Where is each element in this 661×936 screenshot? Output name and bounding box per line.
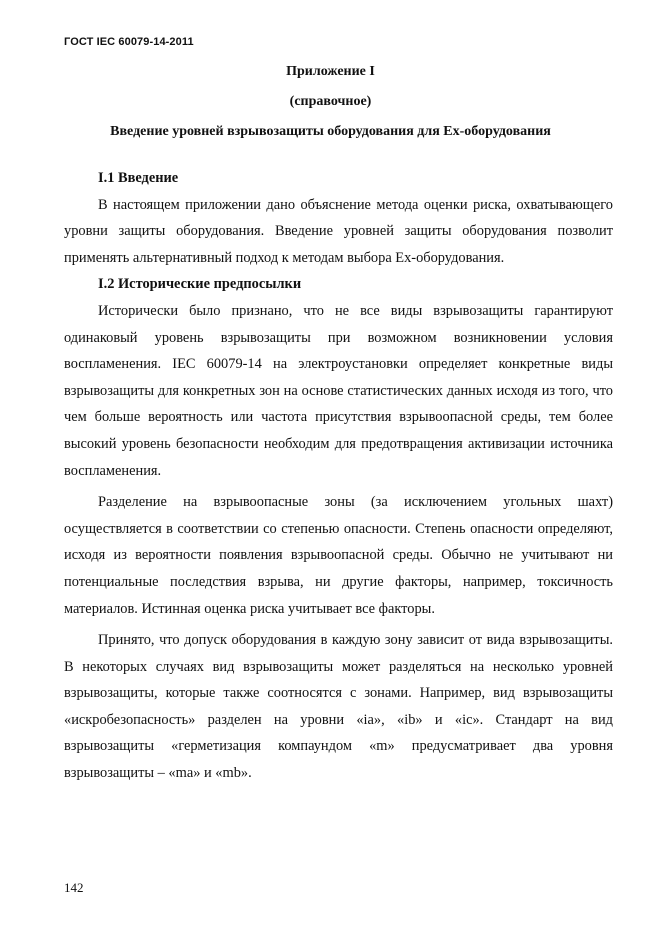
paragraph-history-3: Принято, что допуск оборудования в каждую зону зависит от вида взрывозащиты. В некоторых случаях вид взрывозащиты может разделяться на несколько уровней взрывозащиты, которые также соотносятся с зонами. Например, вид взрывозащиты «искробезопасность» разделен на уровни «ia», «ib» и «ic». Стандарт на вид взрывозащиты «герметизация компаундом «m» предусматривает два уровня взрывозащиты – «ma» и «mb». [64,632,613,782]
document-body [64,165,613,787]
page-number: 142 [64,880,84,895]
section-heading-history: I.2 Исторические предпосылки [98,276,302,293]
appendix-status: (справочное) [289,94,372,109]
appendix-heading: Введение уровней взрывозащиты оборудования для Ex-оборудования [110,124,551,139]
paragraph-introduction: В настоящем приложении дано объяснение метода оценки риска, охватывающего уровни защиты оборудования. Введение уровней защиты оборудования позволит применять альтернативный подход к методам выбора Ex-оборудования. [64,196,613,266]
appendix-title: Приложение I [286,64,375,79]
paragraph-history-2: Разделение на взрывоопасные зоны (за исключением угольных шахт) осуществляется в соответствии со степенью опасности. Степень опасности определяют, исходя из вероятности появления взрывоопасной среды. Обычно не учитывают ни потенциальные последствия взрыва, ни другие факторы, например, токсичность материалов. Истинная оценка риска учитывает все факторы. [64,494,613,617]
paragraph-history-1: Исторически было признано, что не все виды взрывозащиты гарантируют одинаковый уровень взрывозащиты при возможном возникновении условия воспламенения. IEC 60079-14 на электроустановки определяет конкретные виды взрывозащиты для конкретных зон на основе статистических данных исходя из того, что чем больше вероятность или частота присутствия взрывоопасной среды, тем более высокий уровень безопасности необходим для предотвращения активизации источника воспламенения. [64,302,613,479]
section-heading-introduction: I.1 Введение [98,170,179,186]
document-code-header: ГОСТ IEC 60079-14-2011 [64,36,194,48]
